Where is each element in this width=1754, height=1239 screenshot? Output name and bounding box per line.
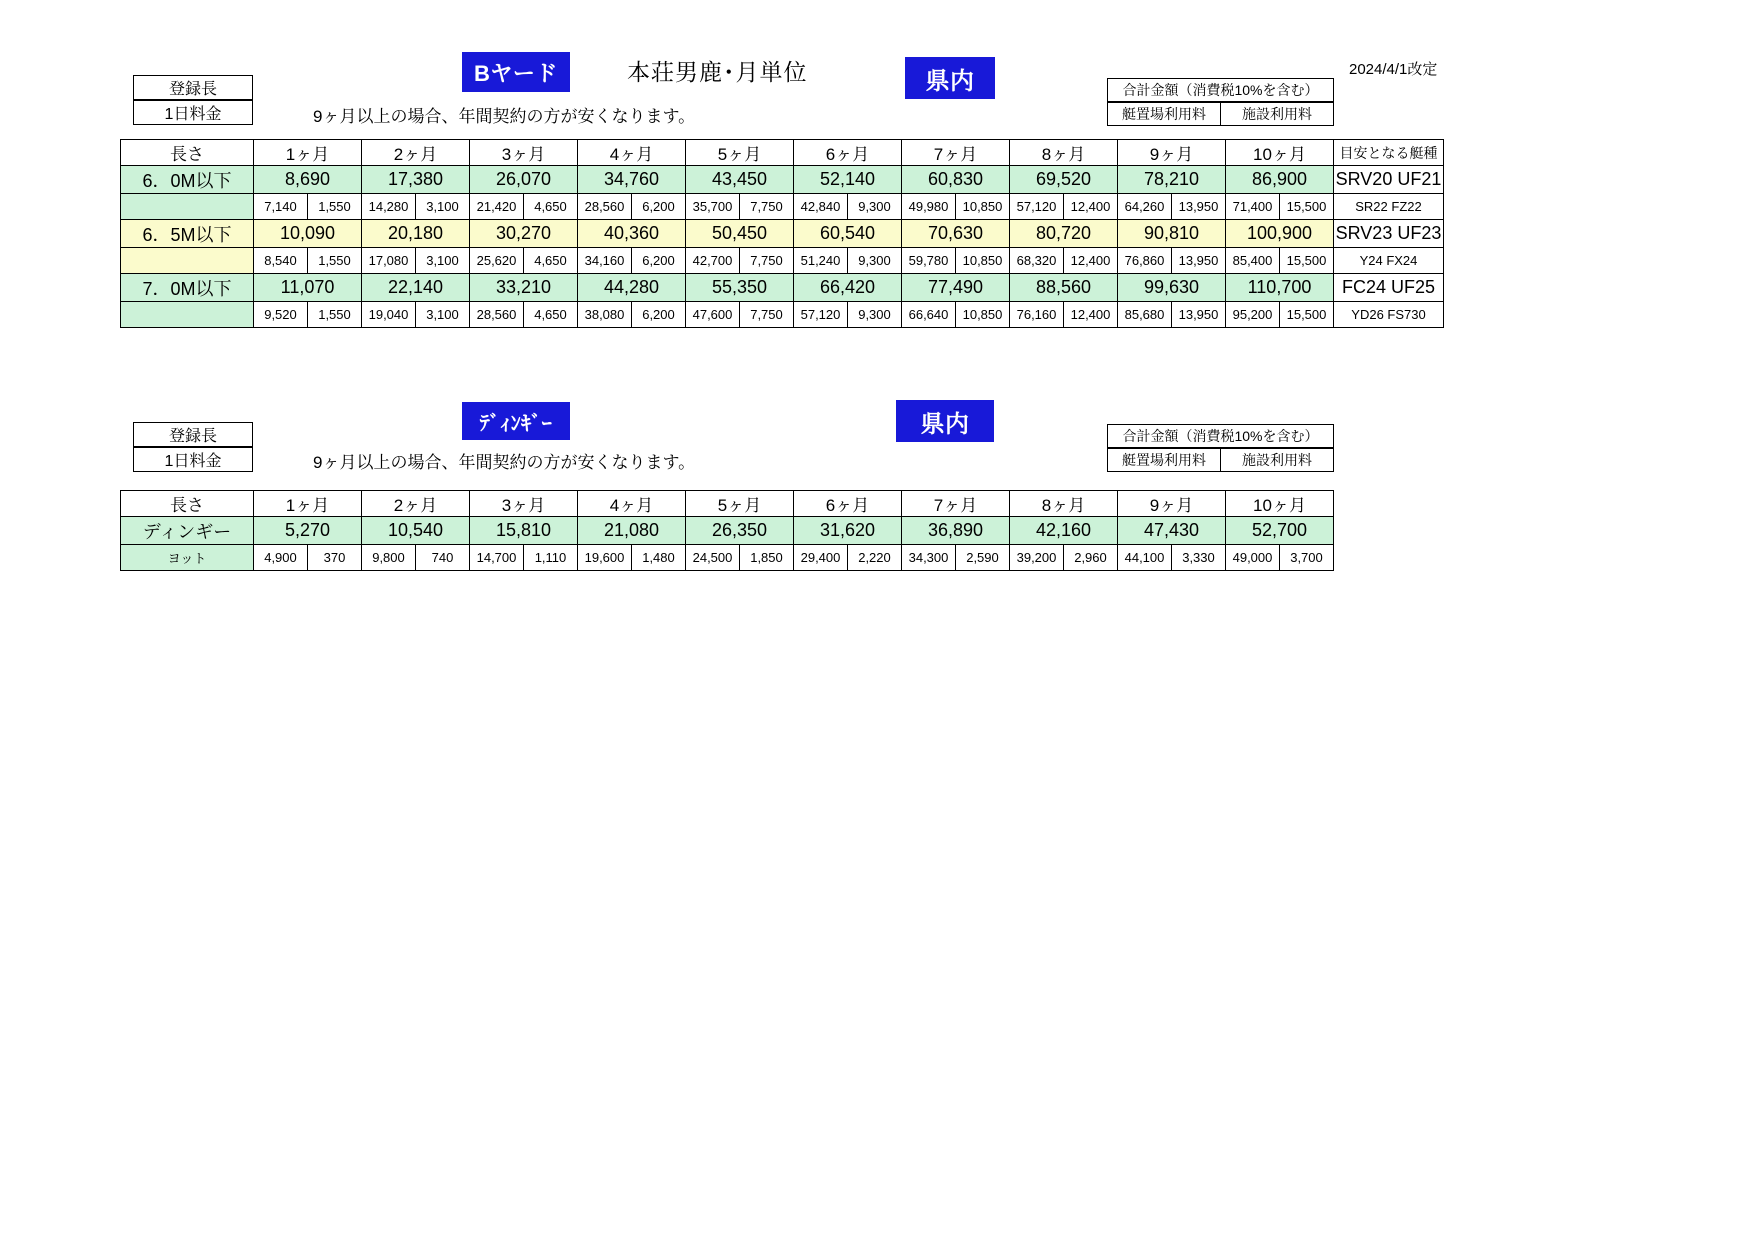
table-row xyxy=(121,194,1444,220)
revision-date-text: 2024/4/1改定 xyxy=(1349,61,1438,78)
section1-row1-fee2-m9: 13,950 xyxy=(1178,199,1219,214)
section1-row1-fee1-m2: 14,280 xyxy=(362,194,416,219)
section1-row1-boat-sub: SR22 FZ22 xyxy=(1334,194,1444,220)
section2-yard-tag xyxy=(462,402,570,440)
section1-daily-fee-label xyxy=(133,100,253,125)
section1-col-m10: 10ヶ月 xyxy=(1226,140,1334,166)
section1-row2-total-m7: 70,630 xyxy=(902,220,1010,248)
section2-sub-m8 xyxy=(1010,545,1118,571)
section1-row1-total-m7: 60,830 xyxy=(902,166,1010,194)
section2-sub-m4 xyxy=(578,545,686,571)
section1-reg-length-text: 登録長 xyxy=(168,81,217,98)
section2-fee2-m10: 3,700 xyxy=(1290,550,1323,565)
section1-row2-total-m10: 100,900 xyxy=(1226,220,1334,248)
section1-row1-total-m4: 34,760 xyxy=(578,166,686,194)
section1-col-m2: 2ヶ月 xyxy=(362,140,470,166)
section1-row2-fee1-m2: 17,080 xyxy=(362,248,416,273)
section2-note-text: 9ヶ月以上の場合、年間契約の方が安くなります。 xyxy=(313,453,696,472)
section1-row3-total-m10: 110,700 xyxy=(1226,274,1334,302)
section1-row2-total-m5: 50,450 xyxy=(686,220,794,248)
section1-row1-fee1-m3: 21,420 xyxy=(470,194,524,219)
section2-total-m2: 10,540 xyxy=(362,517,470,545)
section1-row3-sub-m6 xyxy=(794,302,902,328)
section1-row1-fee2-m6: 9,300 xyxy=(858,199,891,214)
section2-daily-fee-label xyxy=(133,447,253,472)
section1-row3-sub-m4 xyxy=(578,302,686,328)
section1-row1-total-m1: 8,690 xyxy=(254,166,362,194)
section1-row2-boat: SRV23 UF23 xyxy=(1334,220,1444,248)
section2-sub-m1 xyxy=(254,545,362,571)
section1-row1-sub-length xyxy=(121,194,254,220)
section1-row3-fee2-m5: 7,750 xyxy=(750,307,783,322)
section2-yard-tag-text: ﾃﾞｨﾝｷﾞｰ xyxy=(479,412,553,435)
section1-row2-fee1-m4: 34,160 xyxy=(578,248,632,273)
section1-row3-fee1-m1: 9,520 xyxy=(254,302,308,327)
section1-fee1-label xyxy=(1107,102,1220,126)
section1-row2-sub-m2 xyxy=(362,248,470,274)
section1-row2-fee1-m5: 42,700 xyxy=(686,248,740,273)
section2-total-m10: 52,700 xyxy=(1226,517,1334,545)
section2-fee1-m5: 24,500 xyxy=(686,545,740,570)
section1-row2-fee1-m10: 85,400 xyxy=(1226,248,1280,273)
section2-total-m6: 31,620 xyxy=(794,517,902,545)
section1-row3-length: 7．0M以下 xyxy=(121,274,254,302)
section2-fee2-m8: 2,960 xyxy=(1074,550,1107,565)
section2-fee2-m2: 740 xyxy=(431,550,454,565)
section1-row3-fee1-m3: 28,560 xyxy=(470,302,524,327)
section1-note-text: 9ヶ月以上の場合、年間契約の方が安くなります。 xyxy=(313,107,696,126)
section1-row2-fee1-m3: 25,620 xyxy=(470,248,524,273)
section1-row3-total-m6: 66,420 xyxy=(794,274,902,302)
section2-fee2-m3: 1,110 xyxy=(534,550,567,565)
section1-row3-fee1-m5: 47,600 xyxy=(686,302,740,327)
section1-row3-fee1-m8: 76,160 xyxy=(1010,302,1064,327)
section2-total-m5: 26,350 xyxy=(686,517,794,545)
section1-region-tag xyxy=(905,57,995,99)
section1-row1-sub-m9 xyxy=(1118,194,1226,220)
section1-row1-sub-m3 xyxy=(470,194,578,220)
section1-row2-total-m9: 90,810 xyxy=(1118,220,1226,248)
section1-row2-fee2-m6: 9,300 xyxy=(858,253,891,268)
section2-sub-m2 xyxy=(362,545,470,571)
section2-row-label-line2: ヨット xyxy=(121,545,254,571)
section1-row3-fee1-m7: 66,640 xyxy=(902,302,956,327)
section1-row2-fee2-m10: 15,500 xyxy=(1286,253,1327,268)
section1-row3-sub-m1 xyxy=(254,302,362,328)
section1-row2-boat-sub: Y24 FX24 xyxy=(1334,248,1444,274)
section1-row3-total-m3: 33,210 xyxy=(470,274,578,302)
section1-row2-sub-m10 xyxy=(1226,248,1334,274)
section1-row2-sub-m3 xyxy=(470,248,578,274)
section1-row3-total-m2: 22,140 xyxy=(362,274,470,302)
table-row xyxy=(121,220,1444,248)
section1-row1-fee1-m5: 35,700 xyxy=(686,194,740,219)
section2-fee1-m3: 14,700 xyxy=(470,545,524,570)
section1-col-m8: 8ヶ月 xyxy=(1010,140,1118,166)
section2-total-m1: 5,270 xyxy=(254,517,362,545)
section1-row3-total-m9: 99,630 xyxy=(1118,274,1226,302)
section1-row3-fee2-m9: 13,950 xyxy=(1178,307,1219,322)
section2-col-length: 長さ xyxy=(121,491,254,517)
section1-row1-fee1-m9: 64,260 xyxy=(1118,194,1172,219)
section1-row1-fee1-m10: 71,400 xyxy=(1226,194,1280,219)
section1-row3-fee2-m8: 12,400 xyxy=(1070,307,1111,322)
section2-fee1-m10: 49,000 xyxy=(1226,545,1280,570)
section1-fee2-label xyxy=(1220,102,1334,126)
section2-fee1-text: 艇置場利用料 xyxy=(1122,452,1206,468)
section1-total-label-text: 合計金額（消費税10%を含む） xyxy=(1122,82,1319,98)
section1-row3-total-m1: 11,070 xyxy=(254,274,362,302)
section1-row1-total-m10: 86,900 xyxy=(1226,166,1334,194)
section1-row1-fee2-m3: 4,650 xyxy=(534,199,567,214)
section1-row2-sub-m4 xyxy=(578,248,686,274)
section1-row3-sub-m9 xyxy=(1118,302,1226,328)
section1-row3-fee2-m10: 15,500 xyxy=(1286,307,1327,322)
section2-reg-length-text: 登録長 xyxy=(168,428,217,445)
section2-total-m8: 42,160 xyxy=(1010,517,1118,545)
section1-row1-total-m5: 43,450 xyxy=(686,166,794,194)
section1-row2-fee2-m7: 10,850 xyxy=(962,253,1003,268)
section2-sub-m10 xyxy=(1226,545,1334,571)
section1-row2-fee2-m9: 13,950 xyxy=(1178,253,1219,268)
section2-sub-m9 xyxy=(1118,545,1226,571)
section2-fee2-label xyxy=(1220,448,1334,472)
section1-row1-fee2-m2: 3,100 xyxy=(426,199,459,214)
section1-col-boat-type: 目安となる艇種 xyxy=(1334,140,1444,166)
section1-row1-sub-m8 xyxy=(1010,194,1118,220)
section1-row3-sub-m7 xyxy=(902,302,1010,328)
section1-row2-sub-m8 xyxy=(1010,248,1118,274)
section1-row2-total-m8: 80,720 xyxy=(1010,220,1118,248)
section2-rate-table xyxy=(120,490,1334,571)
section1-row2-sub-m1 xyxy=(254,248,362,274)
section1-row2-fee2-m3: 4,650 xyxy=(534,253,567,268)
section1-row3-fee1-m6: 57,120 xyxy=(794,302,848,327)
section1-row1-total-m6: 52,140 xyxy=(794,166,902,194)
section1-row1-fee2-m8: 12,400 xyxy=(1070,199,1111,214)
section1-col-length: 長さ xyxy=(121,140,254,166)
table-row xyxy=(121,248,1444,274)
section1-row1-fee1-m4: 28,560 xyxy=(578,194,632,219)
section1-yard-tag-text: Bヤード xyxy=(474,60,558,86)
section1-row1-sub-m5 xyxy=(686,194,794,220)
section1-row1-fee2-m10: 15,500 xyxy=(1286,199,1327,214)
section1-row1-total-m2: 17,380 xyxy=(362,166,470,194)
section2-fee2-m7: 2,590 xyxy=(966,550,999,565)
section1-row1-fee1-m7: 49,980 xyxy=(902,194,956,219)
page-title-text: 本荘男鹿･月単位 xyxy=(627,59,808,85)
section1-row2-length: 6．5M以下 xyxy=(121,220,254,248)
section1-row2-sub-m9 xyxy=(1118,248,1226,274)
section1-row3-sub-m3 xyxy=(470,302,578,328)
section2-col-m4: 4ヶ月 xyxy=(578,491,686,517)
section2-fee2-m6: 2,220 xyxy=(858,550,891,565)
section2-fee2-m4: 1,480 xyxy=(642,550,675,565)
section1-row1-sub-m7 xyxy=(902,194,1010,220)
section2-note xyxy=(313,448,695,473)
section1-row2-fee1-m6: 51,240 xyxy=(794,248,848,273)
section1-row1-sub-m4 xyxy=(578,194,686,220)
revision-date xyxy=(1349,58,1437,79)
section1-row2-fee2-m8: 12,400 xyxy=(1070,253,1111,268)
section1-row3-sub-m10 xyxy=(1226,302,1334,328)
section2-fee1-m6: 29,400 xyxy=(794,545,848,570)
section1-row3-fee2-m7: 10,850 xyxy=(962,307,1003,322)
section1-total-label xyxy=(1107,78,1334,102)
section1-row3-fee2-m4: 6,200 xyxy=(642,307,675,322)
section1-row3-boat-sub: YD26 FS730 xyxy=(1334,302,1444,328)
table-row xyxy=(121,166,1444,194)
section1-row2-total-m3: 30,270 xyxy=(470,220,578,248)
section1-row2-fee1-m9: 76,860 xyxy=(1118,248,1172,273)
section1-row3-total-m8: 88,560 xyxy=(1010,274,1118,302)
section1-region-tag-text: 県内 xyxy=(925,67,975,95)
section1-row1-fee1-m6: 42,840 xyxy=(794,194,848,219)
section1-col-m4: 4ヶ月 xyxy=(578,140,686,166)
section1-row1-total-m3: 26,070 xyxy=(470,166,578,194)
section2-fee1-m4: 19,600 xyxy=(578,545,632,570)
section1-row3-total-m5: 55,350 xyxy=(686,274,794,302)
section1-row2-total-m4: 40,360 xyxy=(578,220,686,248)
table-row xyxy=(121,302,1444,328)
section1-row3-total-m4: 44,280 xyxy=(578,274,686,302)
section1-row3-boat: FC24 UF25 xyxy=(1334,274,1444,302)
section1-row3-fee2-m3: 4,650 xyxy=(534,307,567,322)
section1-row2-sub-length xyxy=(121,248,254,274)
section2-col-m3: 3ヶ月 xyxy=(470,491,578,517)
section2-fee1-m9: 44,100 xyxy=(1118,545,1172,570)
section1-row2-fee2-m4: 6,200 xyxy=(642,253,675,268)
section1-row1-fee1-m8: 57,120 xyxy=(1010,194,1064,219)
section1-row3-fee2-m6: 9,300 xyxy=(858,307,891,322)
section2-fee1-label xyxy=(1107,448,1220,472)
section1-daily-fee-text: 1日料金 xyxy=(164,106,222,123)
section1-row1-sub-m10 xyxy=(1226,194,1334,220)
section1-row3-fee1-m10: 95,200 xyxy=(1226,302,1280,327)
section2-total-label xyxy=(1107,424,1334,448)
section1-col-m9: 9ヶ月 xyxy=(1118,140,1226,166)
section2-fee2-m5: 1,850 xyxy=(750,550,783,565)
section1-row2-sub-m5 xyxy=(686,248,794,274)
section2-daily-fee-text: 1日料金 xyxy=(164,453,222,470)
section1-row2-fee1-m7: 59,780 xyxy=(902,248,956,273)
section1-row2-total-m6: 60,540 xyxy=(794,220,902,248)
section1-col-m7: 7ヶ月 xyxy=(902,140,1010,166)
section2-col-m2: 2ヶ月 xyxy=(362,491,470,517)
section1-row1-fee1-m1: 7,140 xyxy=(254,194,308,219)
section1-row1-total-m8: 69,520 xyxy=(1010,166,1118,194)
section1-col-m1: 1ヶ月 xyxy=(254,140,362,166)
section2-reg-length-label xyxy=(133,422,253,447)
section1-row2-fee2-m5: 7,750 xyxy=(750,253,783,268)
section2-col-m10: 10ヶ月 xyxy=(1226,491,1334,517)
section2-row-label-line1: ディンギー xyxy=(121,517,254,545)
section1-rate-table xyxy=(120,139,1444,328)
section2-total-m4: 21,080 xyxy=(578,517,686,545)
section1-row1-fee2-m4: 6,200 xyxy=(642,199,675,214)
section1-row1-total-m9: 78,210 xyxy=(1118,166,1226,194)
section1-reg-length-label xyxy=(133,75,253,100)
section1-row1-sub-m6 xyxy=(794,194,902,220)
section1-row2-total-m1: 10,090 xyxy=(254,220,362,248)
section2-col-m9: 9ヶ月 xyxy=(1118,491,1226,517)
section1-row1-fee2-m5: 7,750 xyxy=(750,199,783,214)
section1-row3-fee2-m1: 1,550 xyxy=(318,307,351,322)
section1-row3-sub-m8 xyxy=(1010,302,1118,328)
section1-yard-tag xyxy=(462,52,570,92)
section1-row2-fee2-m1: 1,550 xyxy=(318,253,351,268)
section2-col-m8: 8ヶ月 xyxy=(1010,491,1118,517)
page-title xyxy=(627,54,808,87)
section2-total-m9: 47,430 xyxy=(1118,517,1226,545)
section1-row3-sub-m2 xyxy=(362,302,470,328)
section1-row3-fee1-m2: 19,040 xyxy=(362,302,416,327)
section1-row2-sub-m6 xyxy=(794,248,902,274)
section1-col-m3: 3ヶ月 xyxy=(470,140,578,166)
section1-fee-legend xyxy=(1107,102,1334,126)
section2-region-tag-text: 県内 xyxy=(920,410,970,438)
section2-fee2-m9: 3,330 xyxy=(1182,550,1215,565)
table-row xyxy=(121,517,1334,545)
section1-fee1-text: 艇置場利用料 xyxy=(1122,106,1206,122)
section1-row2-fee2-m2: 3,100 xyxy=(426,253,459,268)
section1-row1-boat: SRV20 UF21 xyxy=(1334,166,1444,194)
section1-row3-fee1-m4: 38,080 xyxy=(578,302,632,327)
section1-row2-sub-m7 xyxy=(902,248,1010,274)
section2-col-m5: 5ヶ月 xyxy=(686,491,794,517)
section2-fee2-m1: 370 xyxy=(323,550,346,565)
section2-sub-m7 xyxy=(902,545,1010,571)
section1-note xyxy=(313,102,695,127)
section2-sub-m6 xyxy=(794,545,902,571)
section2-total-label-text: 合計金額（消費税10%を含む） xyxy=(1122,428,1319,444)
section2-fee2-text: 施設利用料 xyxy=(1242,452,1312,468)
section1-row1-sub-m2 xyxy=(362,194,470,220)
section2-total-m7: 36,890 xyxy=(902,517,1010,545)
section1-row1-sub-m1 xyxy=(254,194,362,220)
section2-fee1-m8: 39,200 xyxy=(1010,545,1064,570)
section1-row2-total-m2: 20,180 xyxy=(362,220,470,248)
section1-header-row xyxy=(121,140,1444,166)
section2-fee1-m7: 34,300 xyxy=(902,545,956,570)
section1-fee2-text: 施設利用料 xyxy=(1242,106,1312,122)
section1-row3-sub-length xyxy=(121,302,254,328)
section1-row2-fee1-m8: 68,320 xyxy=(1010,248,1064,273)
section2-sub-m5 xyxy=(686,545,794,571)
section1-row3-fee1-m9: 85,680 xyxy=(1118,302,1172,327)
table-row xyxy=(121,274,1444,302)
section2-region-tag xyxy=(896,400,994,442)
section1-row3-sub-m5 xyxy=(686,302,794,328)
section2-col-m1: 1ヶ月 xyxy=(254,491,362,517)
section1-col-m5: 5ヶ月 xyxy=(686,140,794,166)
section1-row1-fee2-m7: 10,850 xyxy=(962,199,1003,214)
section2-col-m7: 7ヶ月 xyxy=(902,491,1010,517)
section2-fee-legend xyxy=(1107,448,1334,472)
table-row xyxy=(121,545,1334,571)
section2-sub-m3 xyxy=(470,545,578,571)
section1-col-m6: 6ヶ月 xyxy=(794,140,902,166)
section1-row3-total-m7: 77,490 xyxy=(902,274,1010,302)
section2-total-m3: 15,810 xyxy=(470,517,578,545)
section2-fee1-m1: 4,900 xyxy=(254,545,308,570)
section1-row2-fee1-m1: 8,540 xyxy=(254,248,308,273)
section1-row1-fee2-m1: 1,550 xyxy=(318,199,351,214)
section1-row3-fee2-m2: 3,100 xyxy=(426,307,459,322)
section2-fee1-m2: 9,800 xyxy=(362,545,416,570)
section1-row1-length: 6．0M以下 xyxy=(121,166,254,194)
section2-header-row xyxy=(121,491,1334,517)
section2-col-m6: 6ヶ月 xyxy=(794,491,902,517)
